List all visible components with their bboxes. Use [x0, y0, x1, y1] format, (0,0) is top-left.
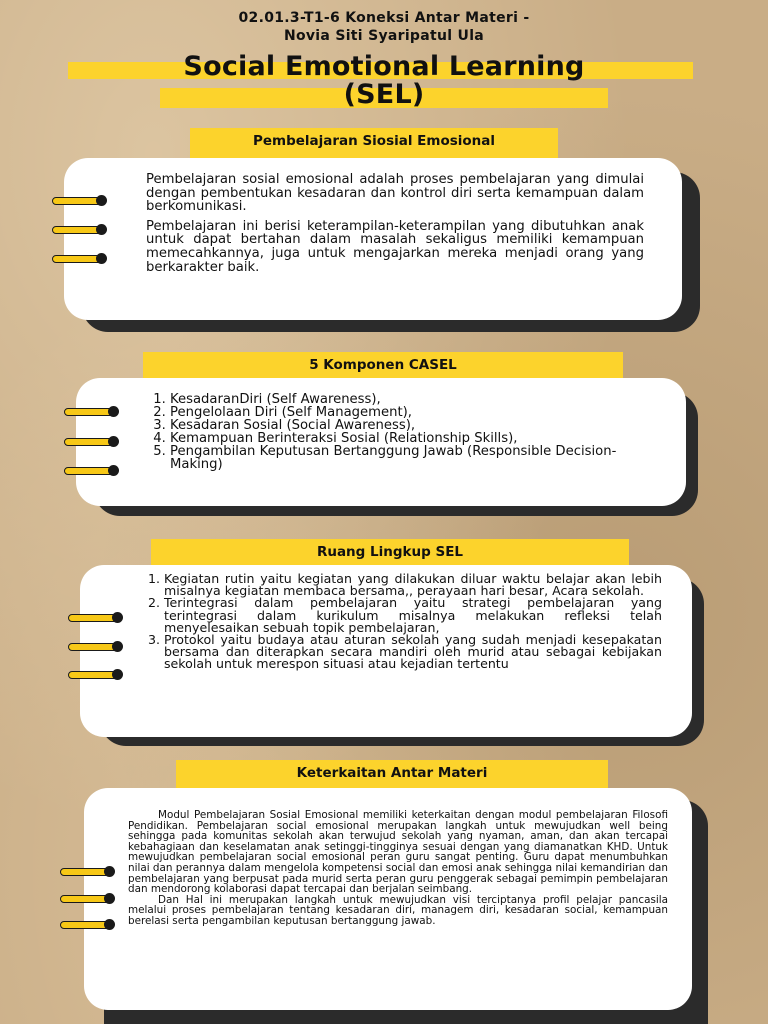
pembelajaran-paragraph-2: Pembelajaran ini berisi keterampilan-keterampilan yang dibutuhkan anak untuk dapat bertahan dalam masalah sekaligus memiliki kemampuan memecahkannya, juga untuk mengajarkan mereka menjadi orang yang berkarakter baik.	[146, 218, 644, 275]
binder-ring-icon	[60, 921, 110, 929]
section-label-ruang: Ruang Lingkup SEL	[151, 539, 629, 569]
binder-ring-icon	[52, 226, 102, 234]
binder-ring-icon	[52, 255, 102, 263]
binder-ring-icon	[68, 643, 118, 651]
casel-list	[148, 393, 646, 471]
keterkaitan-paragraph-2: Dan Hal ini merupakan langkah untuk mewujudkan visi terciptanya profil pelajar pancasila melalui proses pembelajaran tentang kesadaran diri, managem diri, kesadaran social, kemampuan berelasi serta pengambilan keputusan bertanggung jawab.	[128, 893, 668, 927]
binder-ring-icon	[52, 197, 102, 205]
ruang-list	[142, 573, 662, 671]
page-title-line2: (SEL)	[343, 79, 425, 110]
binder-ring-icon	[68, 614, 118, 622]
header-subtitle-line2: Novia Siti Syaripatul Ula	[283, 28, 485, 44]
list-item: 1. Kegiatan rutin yaitu kegiatan yang dilakukan diluar waktu belajar akan lebih misalnya kegiatan membaca bersama,, perayaan hari besar, Acara sekolah.	[164, 573, 662, 597]
list-item: 3. Protokol yaitu budaya atau aturan sekolah yang sudah menjadi kesepakatan bersama dan diterapkan secara mandiri oleh murid atau sebagai kebijakan sekolah untuk merespon situasi atau kejadian tertentu	[164, 634, 662, 671]
binder-ring-icon	[64, 438, 114, 446]
section-label-casel: 5 Komponen CASEL	[143, 352, 623, 382]
list-item: 4. Kemampuan Berinteraksi Sosial (Relationship Skills),	[170, 432, 646, 445]
card-ruang	[80, 565, 692, 737]
section-label-keterkaitan: Keterkaitan Antar Materi	[176, 760, 608, 790]
card-keterkaitan	[84, 788, 692, 1010]
list-item: 2. Terintegrasi dalam pembelajaran yaitu strategi pembelajaran yang terintegrasi dalam kurikulum misalnya melakukan refleksi telah menyelesaikan sebuah topik pembelajaran,	[164, 597, 662, 634]
keterkaitan-paragraph-1: Modul Pembelajaran Sosial Emosional memiliki keterkaitan dengan modul pembelajaran Filosofi Pendidikan. Pembelajaran social emosional merupakan langkah untuk mewujudkan well being sehingga pada komunitas sekolah akan terwujud sekolah yang nyaman, aman, dan akan tercapai kebahagiaan dan keselamatan anak setinggi-tingginya sesuai dengan yang diamanatkan KHD. Untuk mewujudkan pembelajaran social emosional peran guru sangat penting. Guru dapat menumbuhkan nilai dan perannya dalam mengelola kompetensi social dan emosi anak sehingga nilai kemandirian dan pembelajaran yang berpusat pada murid serta peran guru penggerak sebagai pemimpin pembelajaran dan mendorong kolaborasi dapat tercapai dan berjalan seimbang.	[128, 809, 668, 896]
section-label-pembelajaran: Pembelajaran Siosial Emosional	[190, 128, 558, 158]
header-subtitle-line1: 02.01.3-T1-6 Koneksi Antar Materi -	[238, 10, 530, 26]
card-pembelajaran	[64, 158, 682, 320]
binder-ring-icon	[60, 895, 110, 903]
binder-ring-icon	[60, 868, 110, 876]
binder-ring-icon	[68, 671, 118, 679]
card-casel	[76, 378, 686, 506]
list-item: 2. Pengelolaan Diri (Self Management),	[170, 406, 646, 419]
page-title-line1: Social Emotional Learning	[183, 51, 585, 82]
list-item: 3. Kesadaran Sosial (Social Awareness),	[170, 419, 646, 432]
binder-ring-icon	[64, 467, 114, 475]
list-item: 5. Pengambilan Keputusan Bertanggung Jawab (Responsible Decision-Making)	[170, 445, 646, 471]
binder-ring-icon	[64, 408, 114, 416]
pembelajaran-paragraph-1: Pembelajaran sosial emosional adalah proses pembelajaran yang dimulai dengan pembentukan kesadaran dan kontrol diri serta kemampuan dalam berkomunikasi.	[146, 172, 644, 215]
list-item: 1. KesadaranDiri (Self Awareness),	[170, 393, 646, 406]
